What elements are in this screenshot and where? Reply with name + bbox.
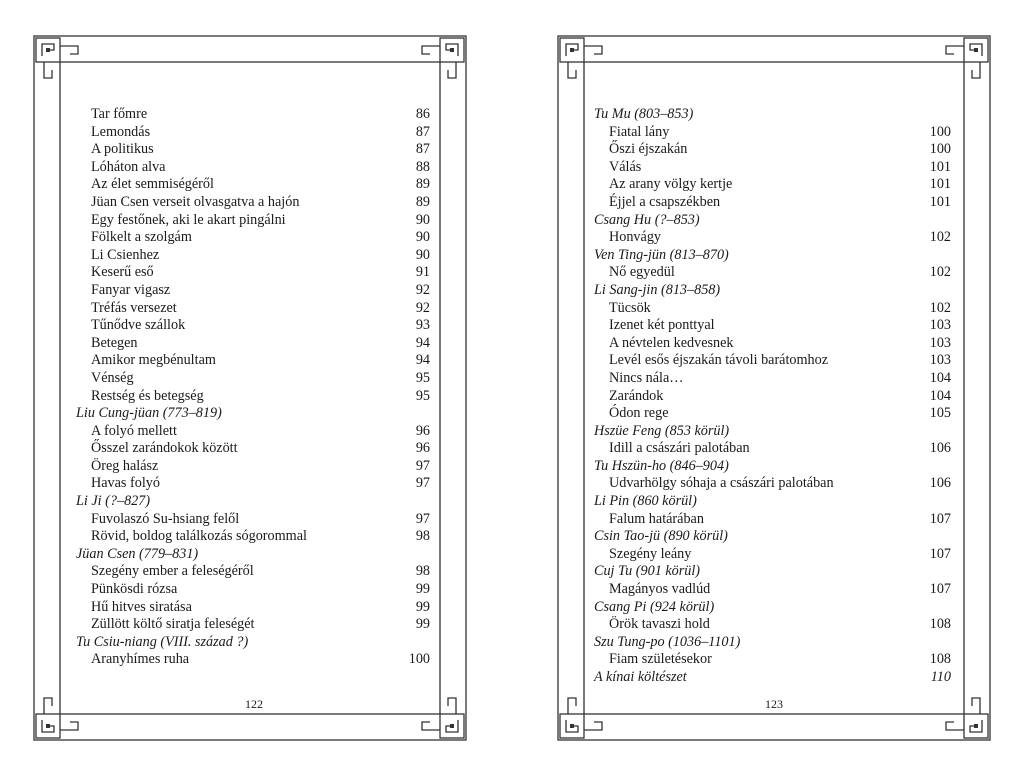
- toc-page-number: 106: [929, 475, 951, 492]
- toc-title: Öreg halász: [91, 457, 159, 474]
- toc-entry: [76, 141, 430, 159]
- toc-page-number: 96: [415, 440, 430, 457]
- toc-entry: [76, 511, 430, 529]
- toc-title: A politikus: [91, 141, 154, 158]
- toc-page-number: 104: [929, 387, 951, 404]
- toc-page-number: 103: [929, 317, 951, 334]
- toc-page-number: 98: [415, 528, 430, 545]
- toc-page-number: 104: [929, 369, 951, 386]
- toc-page-number: 99: [415, 616, 430, 633]
- toc-page-number: 90: [415, 211, 430, 228]
- toc-title: Li Ji (?–827): [76, 493, 151, 510]
- toc-author-heading: [594, 458, 951, 476]
- toc-entry: [594, 264, 951, 282]
- toc-title: Csang Hu (?–853): [594, 211, 700, 228]
- toc-page-number: 108: [929, 616, 951, 633]
- toc-entry: [76, 563, 430, 581]
- toc-author-heading: [76, 634, 430, 652]
- toc-page-number: 98: [415, 563, 430, 580]
- toc-author-heading: [594, 106, 951, 124]
- toc-title: Jüan Csen (779–831): [76, 545, 199, 562]
- toc-title: A kínai költészet: [594, 669, 687, 685]
- toc-entry: [76, 264, 430, 282]
- toc-entry: [594, 651, 951, 669]
- toc-page-number: 97: [415, 475, 430, 492]
- toc-page-number: 95: [415, 369, 430, 386]
- toc-entry: [76, 475, 430, 493]
- toc-entry: [594, 159, 951, 177]
- toc-entry: [76, 388, 430, 406]
- toc-title: Ódon rege: [609, 405, 669, 422]
- toc-title: Fölkelt a szolgám: [91, 229, 192, 246]
- toc-entry: [594, 229, 951, 247]
- toc-author-heading: [594, 493, 951, 511]
- toc-title: Nő egyedül: [609, 264, 675, 281]
- toc-entry: [76, 651, 430, 669]
- toc-author-heading: [594, 212, 951, 230]
- toc-title: Az arany völgy kertje: [609, 176, 733, 193]
- toc-page-number: 102: [929, 299, 951, 316]
- toc-title: Tu Hszün-ho (846–904): [594, 457, 729, 474]
- toc-page-number: 92: [415, 299, 430, 316]
- toc-page-number: 89: [415, 193, 430, 210]
- toc-entry: [76, 247, 430, 265]
- toc-page-number: 103: [929, 352, 951, 369]
- toc-title: Li Pin (860 körül): [594, 493, 697, 510]
- toc-page-number: 110: [930, 669, 951, 685]
- toc-page-number: 107: [929, 545, 951, 562]
- toc-page-number: 90: [415, 246, 430, 263]
- toc-title: Udvarhölgy sóhaja a császári palotában: [609, 475, 834, 492]
- toc-author-heading: [76, 493, 430, 511]
- toc-entry: [76, 212, 430, 230]
- toc-title: Zarándok: [609, 387, 664, 404]
- toc-page-number: 87: [415, 141, 430, 158]
- toc-title: Betegen: [91, 334, 138, 351]
- toc-entry: [594, 581, 951, 599]
- toc-page-number: 93: [415, 317, 430, 334]
- toc-title: Magányos vadlúd: [609, 581, 711, 598]
- toc-page-number: 100: [408, 651, 430, 668]
- toc-title: Ven Ting-jün (813–870): [594, 246, 729, 263]
- toc-entry: [594, 317, 951, 335]
- toc-title: Fuvolaszó Su-hsiang felől: [91, 510, 240, 527]
- toc-title: Csin Tao-jü (890 körül): [594, 528, 728, 545]
- toc-page-number: 106: [929, 440, 951, 457]
- toc-entry: [76, 370, 430, 388]
- toc-list: [594, 106, 951, 687]
- toc-author-heading: [594, 634, 951, 652]
- toc-page-number: 101: [929, 158, 951, 175]
- toc-author-heading: [594, 423, 951, 441]
- toc-entry: [594, 511, 951, 529]
- toc-page-number: 105: [929, 405, 951, 422]
- toc-entry: [76, 317, 430, 335]
- toc-author-heading: [594, 528, 951, 546]
- toc-title: Li Sang-jin (813–858): [594, 281, 721, 298]
- toc-title: Az élet semmiségéről: [91, 176, 214, 193]
- toc-title: Válás: [609, 158, 642, 175]
- toc-title: Keserű eső: [91, 264, 154, 281]
- toc-title: Rövid, boldog találkozás sógorommal: [91, 528, 307, 545]
- toc-title: A folyó mellett: [91, 422, 177, 439]
- toc-page-number: 103: [929, 334, 951, 351]
- toc-entry: [76, 106, 430, 124]
- toc-entry: [594, 546, 951, 564]
- toc-title: Éjjel a csapszékben: [609, 193, 721, 210]
- toc-title: Tűnődve szállok: [91, 317, 186, 334]
- toc-title: Szu Tung-po (1036–1101): [594, 633, 741, 650]
- toc-title: Havas folyó: [91, 475, 160, 492]
- toc-title: Szegény leány: [609, 545, 692, 562]
- toc-page-number: 94: [415, 352, 430, 369]
- toc-title: Fiatal lány: [609, 123, 670, 140]
- toc-entry: [594, 124, 951, 142]
- toc-page-number: 100: [929, 141, 951, 158]
- toc-author-heading: [594, 669, 951, 687]
- toc-title: Honvágy: [609, 229, 662, 246]
- toc-page-number: 94: [415, 334, 430, 351]
- toc-title: Tu Mu (803–853): [594, 106, 694, 122]
- toc-entry: [76, 423, 430, 441]
- toc-title: Falum határában: [609, 510, 704, 527]
- toc-entry: [594, 300, 951, 318]
- toc-title: A névtelen kedvesnek: [609, 334, 734, 351]
- toc-title: Tréfás versezet: [91, 299, 177, 316]
- toc-page-number: 87: [415, 123, 430, 140]
- toc-entry: [594, 176, 951, 194]
- toc-entry: [76, 581, 430, 599]
- toc-page-number: 86: [415, 106, 430, 122]
- toc-page-number: 89: [415, 176, 430, 193]
- toc-entry: [76, 352, 430, 370]
- page-number: 123: [765, 697, 783, 711]
- toc-title: Örök tavaszi hold: [609, 616, 710, 633]
- toc-title: Egy festőnek, aki le akart pingálni: [91, 211, 286, 228]
- toc-title: Tar főmre: [91, 106, 148, 122]
- toc-title: Fiam születésekor: [609, 651, 712, 668]
- toc-title: Tücsök: [609, 299, 651, 316]
- toc-author-heading: [76, 546, 430, 564]
- toc-page-number: 102: [929, 229, 951, 246]
- toc-title: Levél esős éjszakán távoli barátomhoz: [609, 352, 829, 369]
- toc-entry: [76, 528, 430, 546]
- toc-page-number: 96: [415, 422, 430, 439]
- right-page: [512, 0, 1024, 777]
- toc-page-number: 92: [415, 281, 430, 298]
- toc-entry: [76, 458, 430, 476]
- toc-title: Jüan Csen verseit olvasgatva a hajón: [91, 193, 300, 210]
- toc-title: Idill a császári palotában: [609, 440, 750, 457]
- toc-page-number: 99: [415, 598, 430, 615]
- toc-page-number: 107: [929, 510, 951, 527]
- toc-title: Li Csienhez: [91, 246, 160, 263]
- toc-page-number: 102: [929, 264, 951, 281]
- toc-title: Őszi éjszakán: [609, 141, 688, 158]
- toc-page-number: 90: [415, 229, 430, 246]
- toc-title: Hű hitves siratása: [91, 598, 192, 615]
- toc-title: Izenet két ponttyal: [609, 317, 715, 334]
- toc-title: Szegény ember a feleségéről: [91, 563, 254, 580]
- toc-entry: [76, 300, 430, 318]
- toc-author-heading: [594, 282, 951, 300]
- toc-entry: [76, 194, 430, 212]
- toc-entry: [594, 616, 951, 634]
- toc-author-heading: [76, 405, 430, 423]
- toc-title: Restség és betegség: [91, 387, 204, 404]
- toc-title: Tu Csiu-niang (VIII. század ?): [76, 633, 249, 650]
- toc-page-number: 100: [929, 123, 951, 140]
- toc-page-number: 95: [415, 387, 430, 404]
- toc-page-number: 88: [415, 158, 430, 175]
- page-number: 122: [245, 697, 263, 711]
- toc-title: Aranyhímes ruha: [91, 651, 190, 668]
- toc-entry: [594, 370, 951, 388]
- toc-title: Züllött költő siratja feleségét: [91, 616, 255, 633]
- toc-page-number: 107: [929, 581, 951, 598]
- toc-page-number: 91: [415, 264, 430, 281]
- toc-page-number: 99: [415, 581, 430, 598]
- toc-author-heading: [594, 599, 951, 617]
- toc-entry: [76, 282, 430, 300]
- toc-entry: [76, 616, 430, 634]
- toc-title: Cuj Tu (901 körül): [594, 563, 701, 580]
- toc-title: Fanyar vigasz: [91, 281, 171, 298]
- toc-entry: [76, 159, 430, 177]
- toc-title: Lemondás: [91, 123, 151, 140]
- toc-entry: [76, 335, 430, 353]
- toc-entry: [594, 475, 951, 493]
- toc-entry: [76, 440, 430, 458]
- toc-title: Vénség: [91, 369, 134, 386]
- toc-author-heading: [594, 563, 951, 581]
- toc-title: Hszüe Feng (853 körül): [594, 422, 730, 439]
- toc-title: Lóháton alva: [91, 158, 166, 175]
- toc-title: Pünkösdi rózsa: [91, 581, 178, 598]
- toc-page-number: 101: [929, 193, 951, 210]
- toc-list: [76, 106, 430, 669]
- toc-entry: [594, 335, 951, 353]
- toc-entry: [76, 124, 430, 142]
- toc-entry: [594, 141, 951, 159]
- toc-title: Ősszel zarándokok között: [91, 440, 238, 457]
- toc-entry: [594, 388, 951, 406]
- toc-entry: [76, 176, 430, 194]
- toc-page-number: 97: [415, 457, 430, 474]
- toc-page-number: 101: [929, 176, 951, 193]
- toc-entry: [594, 405, 951, 423]
- toc-author-heading: [594, 247, 951, 265]
- toc-title: Liu Cung-jüan (773–819): [76, 405, 222, 422]
- toc-entry: [594, 352, 951, 370]
- toc-title: Nincs nála…: [609, 369, 684, 386]
- toc-entry: [76, 229, 430, 247]
- toc-entry: [594, 194, 951, 212]
- toc-title: Csang Pi (924 körül): [594, 598, 715, 615]
- toc-entry: [76, 599, 430, 617]
- toc-page-number: 97: [415, 510, 430, 527]
- toc-title: Amikor megbénultam: [91, 352, 216, 369]
- toc-page-number: 108: [929, 651, 951, 668]
- toc-entry: [594, 440, 951, 458]
